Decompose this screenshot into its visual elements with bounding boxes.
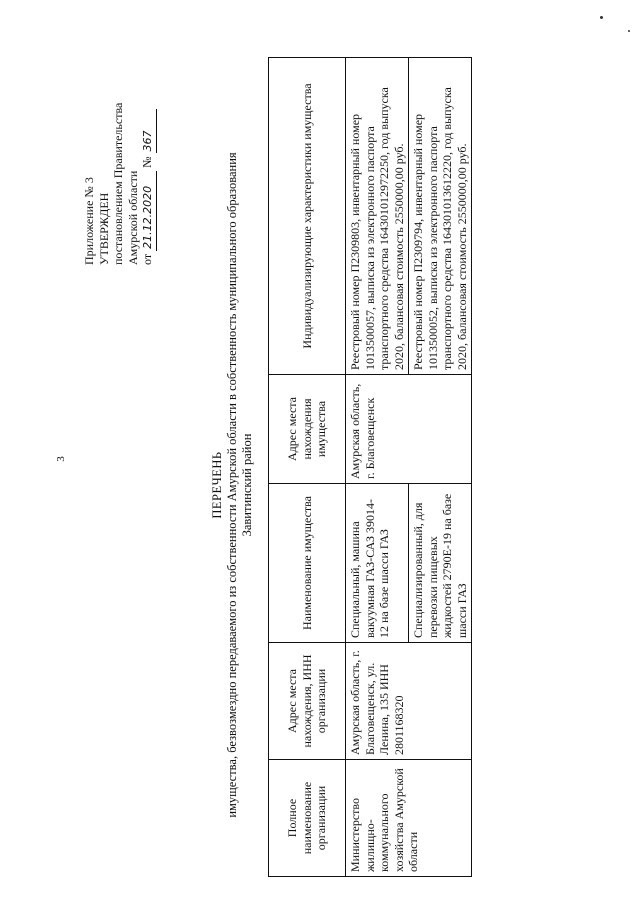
heading-line-1: имущества, безвозмездно передаваемого из собственности Амурской области в собственность муниципального образования — [225, 152, 239, 818]
cell-characteristics: Реестровый номер П2309803, инвентарный номер 1013500057, выписка из электронного паспорта транспортного средства 164301012972250, год выпуска 2020, балансовая стоимость 2550000,00 руб. — [346, 58, 409, 375]
cell-property-name: Специализированный, для перевозки пищевых жидкостей 2790Е-19 на базе шасси ГАЗ — [409, 484, 472, 643]
header-property-location: Адрес места нахождения имущества — [269, 375, 346, 484]
cell-property-name: Специальный, машина вакуумная ГАЗ-САЗ 39014-12 на базе шасси ГАЗ — [346, 484, 409, 643]
annex-label: Приложение № 3 — [82, 177, 96, 265]
header-property-name: Наименование имущества — [269, 484, 346, 643]
cell-org-name: Министерство жилищно-коммунального хозяйства Амурской области — [346, 760, 472, 877]
date-value: 21.12.2020 — [141, 171, 157, 251]
page-number: 3 — [54, 456, 67, 462]
cell-characteristics: Реестровый номер П2309794, инвентарный номер 1013500052, выписка из электронного паспорта транспортного средства 164301013612220, год выпуска 2020, балансовая стоимость 2550000,00 руб. — [409, 58, 472, 375]
approval-block — [82, 65, 157, 265]
date-prefix: от — [140, 253, 154, 265]
approved-label: УТВЕРЖДЕН — [96, 192, 111, 265]
cell-property-location: Амурская область, г. Благовещенск — [346, 375, 472, 484]
number-prefix: № — [140, 156, 154, 168]
number-value: 367 — [141, 109, 157, 153]
header-characteristics: Индивидуализирующие характеристики имущества — [269, 58, 346, 375]
document-title: ПЕРЕЧЕНЬ — [210, 451, 224, 519]
approval-line-1: постановлением Правительства — [111, 102, 125, 265]
document-heading — [210, 105, 255, 865]
heading-line-2: Завитинский район — [240, 433, 254, 537]
header-org-address: Адрес места нахождения, ИНН организации — [269, 643, 346, 760]
approval-line-2: Амурской области — [125, 170, 140, 265]
approval-date-line — [140, 65, 157, 265]
header-org-name: Полное наименование организации — [269, 760, 346, 877]
table-row — [346, 58, 409, 877]
cell-org-address: Амурская область, г. Благовещенск, ул. Ленина, 135 ИНН 2801168320 — [346, 643, 472, 760]
property-table — [268, 57, 472, 877]
table-header-row — [269, 58, 346, 877]
